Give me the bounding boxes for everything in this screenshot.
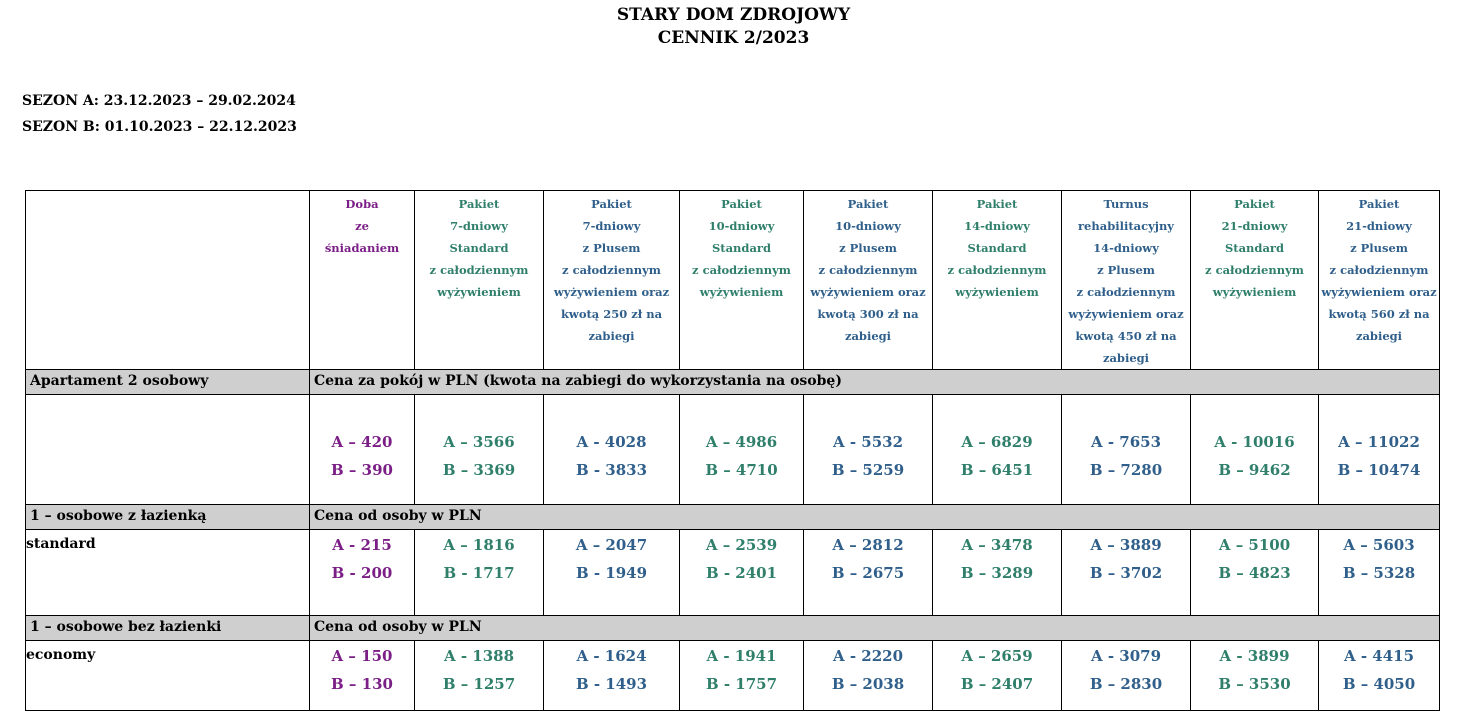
price-cell	[310, 395, 415, 505]
season-a: SEZON A: 23.12.2023 – 29.02.2024	[22, 93, 296, 109]
price-season-b: B – 3530	[1218, 675, 1291, 693]
section-price-basis: Cena od osoby w PLN	[310, 505, 1440, 530]
price-cell	[415, 641, 544, 711]
section-band-row	[26, 616, 1440, 641]
price-season-b: B - 200	[331, 564, 393, 582]
price-season-a: A – 5100	[1218, 536, 1291, 554]
column-header	[310, 191, 415, 370]
column-header-line: z Plusem	[1097, 263, 1155, 277]
column-header-line: 21-dniowy	[1221, 219, 1288, 233]
price-cell	[1062, 395, 1191, 505]
column-header	[1319, 191, 1440, 370]
column-header-line: Standard	[711, 241, 772, 255]
column-header-line: wyżywieniem oraz	[1068, 307, 1184, 321]
section-label: 1 – osobowe z łazienką	[26, 505, 310, 530]
price-season-a: A - 4028	[576, 433, 647, 451]
price-cell	[804, 641, 933, 711]
column-header-line: 21-dniowy	[1346, 219, 1412, 233]
column-header-line: z całodziennym	[1329, 263, 1429, 277]
price-season-b: B – 4710	[705, 461, 778, 479]
section-price-basis: Cena za pokój w PLN (kwota na zabiegi do wykorzystania na osobę)	[310, 370, 1440, 395]
price-season-b: B - 2401	[705, 564, 778, 582]
price-cell	[544, 641, 680, 711]
price-season-a: A - 7653	[1090, 433, 1162, 451]
price-cell	[1319, 530, 1440, 616]
price-season-a: A - 3079	[1090, 647, 1162, 665]
column-header-line: Pakiet	[458, 197, 500, 211]
price-cell	[933, 530, 1062, 616]
column-header-line: wyżywieniem	[1212, 285, 1297, 299]
price-season-b: B - 3833	[575, 461, 648, 479]
column-header-line: 7-dniowy	[450, 219, 508, 233]
price-row	[26, 395, 1440, 505]
price-season-b: B - 1757	[705, 675, 778, 693]
section-label: 1 – osobowe bez łazienki	[26, 616, 310, 641]
column-header-line: z całodziennym	[1205, 263, 1304, 277]
column-header-line: wyżywieniem	[955, 285, 1039, 299]
column-header-line: Pakiet	[1234, 197, 1275, 211]
price-season-a: A - 10016	[1214, 433, 1295, 451]
price-season-a: A – 6829	[961, 433, 1033, 451]
price-cell	[933, 641, 1062, 711]
price-cell	[544, 395, 680, 505]
price-season-b: B – 3289	[960, 564, 1034, 582]
price-season-a: A – 420	[331, 433, 393, 451]
price-season-a: A – 3566	[443, 433, 515, 451]
season-b: SEZON B: 01.10.2023 – 22.12.2023	[22, 119, 297, 135]
price-season-a: A - 3899	[1219, 647, 1290, 665]
column-header	[1062, 191, 1191, 370]
column-header	[804, 191, 933, 370]
column-header	[415, 191, 544, 370]
column-header-line: z całodziennym	[429, 263, 529, 277]
price-cell	[680, 395, 804, 505]
column-header-line: wyżywieniem oraz	[810, 285, 926, 299]
column-header-line: z całodziennym	[562, 263, 661, 277]
column-header-line: kwotą 560 zł na	[1328, 307, 1430, 321]
room-type-label: standard	[26, 530, 310, 616]
column-header-line: śniadaniem	[324, 241, 400, 255]
column-header-line: zabiegi	[1102, 351, 1150, 365]
price-cell	[1191, 641, 1319, 711]
column-header-line: wyżywieniem	[437, 285, 521, 299]
price-season-a: A – 2659	[961, 647, 1033, 665]
column-header	[680, 191, 804, 370]
column-header-line: zabiegi	[588, 329, 635, 343]
price-cell	[415, 395, 544, 505]
column-header-line: kwotą 450 zł na	[1075, 329, 1177, 343]
price-season-a: A – 1816	[443, 536, 515, 554]
column-header-line: wyżywieniem oraz	[1321, 285, 1437, 299]
price-season-a: A – 5603	[1343, 536, 1415, 554]
column-header	[544, 191, 680, 370]
price-season-b: B – 6451	[960, 461, 1034, 479]
price-cell	[310, 641, 415, 711]
column-header-line: zabiegi	[844, 329, 892, 343]
price-cell	[680, 641, 804, 711]
column-header-line: Pakiet	[847, 197, 889, 211]
document-subtitle: CENNIK 2/2023	[657, 28, 810, 48]
price-cell	[544, 530, 680, 616]
column-header-line: z Plusem	[1350, 241, 1408, 255]
price-cell	[1062, 641, 1191, 711]
column-header-line: wyżywieniem	[699, 285, 784, 299]
section-band-row	[26, 370, 1440, 395]
room-type-label: economy	[26, 641, 310, 711]
column-header-line: z Plusem	[582, 241, 641, 255]
column-header-line: wyżywieniem oraz	[553, 285, 670, 299]
price-season-b: B – 390	[331, 461, 393, 479]
price-season-b: B – 2830	[1089, 675, 1163, 693]
section-price-basis: Cena od osoby w PLN	[310, 616, 1440, 641]
column-header	[933, 191, 1062, 370]
column-header-line: Doba	[345, 197, 379, 211]
price-season-a: A – 3889	[1090, 536, 1162, 554]
column-header-line: 7-dniowy	[582, 219, 641, 233]
column-header-line: ze	[355, 219, 369, 233]
price-cell	[804, 530, 933, 616]
price-cell	[1062, 530, 1191, 616]
column-header-line: Standard	[449, 241, 509, 255]
price-season-a: A - 4415	[1343, 647, 1415, 665]
price-row	[26, 641, 1440, 711]
price-season-b: B – 4050	[1342, 675, 1416, 693]
column-header-line: 10-dniowy	[708, 219, 775, 233]
price-cell	[310, 530, 415, 616]
price-season-b: B – 3369	[442, 461, 516, 479]
column-header-line: 10-dniowy	[835, 219, 901, 233]
price-row	[26, 530, 1440, 616]
price-cell	[804, 395, 933, 505]
price-season-a: A - 5532	[832, 433, 904, 451]
corner-cell	[26, 191, 310, 370]
column-header	[1191, 191, 1319, 370]
price-season-a: A – 2539	[705, 536, 778, 554]
price-cell	[933, 395, 1062, 505]
price-season-b: B – 7280	[1089, 461, 1163, 479]
column-header-line: 14-dniowy	[1093, 241, 1159, 255]
price-table	[25, 190, 1440, 711]
column-header-line: Pakiet	[1358, 197, 1400, 211]
column-header-line: Pakiet	[976, 197, 1018, 211]
price-season-b: B – 2407	[960, 675, 1034, 693]
price-season-b: B – 5328	[1342, 564, 1416, 582]
column-header-line: Standard	[967, 241, 1027, 255]
column-header-line: 14-dniowy	[964, 219, 1030, 233]
price-season-a: A - 1624	[576, 647, 647, 665]
column-header-line: zabiegi	[1355, 329, 1403, 343]
price-cell	[1191, 530, 1319, 616]
price-season-a: A - 215	[332, 536, 392, 554]
price-season-b: B – 3702	[1089, 564, 1163, 582]
room-type-label	[26, 395, 310, 505]
column-header-line: Turnus	[1103, 197, 1149, 211]
price-season-b: B - 1949	[575, 564, 648, 582]
header-row	[26, 191, 1440, 370]
price-cell	[1319, 641, 1440, 711]
column-header-line: kwotą 300 zł na	[817, 307, 919, 321]
price-season-b: B – 1257	[442, 675, 516, 693]
section-label: Apartament 2 osobowy	[26, 370, 310, 395]
column-header-line: Pakiet	[721, 197, 762, 211]
price-season-b: B - 1493	[575, 675, 648, 693]
column-header-line: z całodziennym	[1076, 285, 1176, 299]
price-season-b: B – 2675	[831, 564, 905, 582]
column-header-line: Pakiet	[591, 197, 632, 211]
column-header-line: z całodziennym	[947, 263, 1047, 277]
column-header-line: z Plusem	[839, 241, 897, 255]
price-season-a: A - 1941	[706, 647, 777, 665]
price-season-b: B – 9462	[1218, 461, 1291, 479]
price-season-b: B – 10474	[1337, 461, 1421, 479]
price-season-b: B – 5259	[831, 461, 905, 479]
price-season-a: A - 2220	[832, 647, 904, 665]
price-season-a: A – 11022	[1338, 433, 1420, 451]
price-cell	[415, 530, 544, 616]
price-season-b: B – 2038	[831, 675, 905, 693]
price-cell	[680, 530, 804, 616]
price-cell	[1319, 395, 1440, 505]
price-season-a: A – 2047	[575, 536, 648, 554]
document-title: STARY DOM ZDROJOWY	[616, 5, 851, 25]
price-season-a: A – 150	[331, 647, 393, 665]
price-season-a: A - 1388	[443, 647, 515, 665]
price-season-b: B - 1717	[443, 564, 515, 582]
price-season-a: A – 2812	[832, 536, 904, 554]
column-header-line: z całodziennym	[692, 263, 791, 277]
price-season-b: B – 130	[331, 675, 393, 693]
column-header-line: kwotą 250 zł na	[560, 307, 663, 321]
column-header-line: Standard	[1224, 241, 1285, 255]
price-season-a: A – 3478	[961, 536, 1033, 554]
column-header-line: rehabilitacyjny	[1078, 219, 1174, 233]
price-cell	[1191, 395, 1319, 505]
price-season-b: B – 4823	[1218, 564, 1291, 582]
price-season-a: A – 4986	[705, 433, 778, 451]
section-band-row	[26, 505, 1440, 530]
column-header-line: z całodziennym	[818, 263, 918, 277]
